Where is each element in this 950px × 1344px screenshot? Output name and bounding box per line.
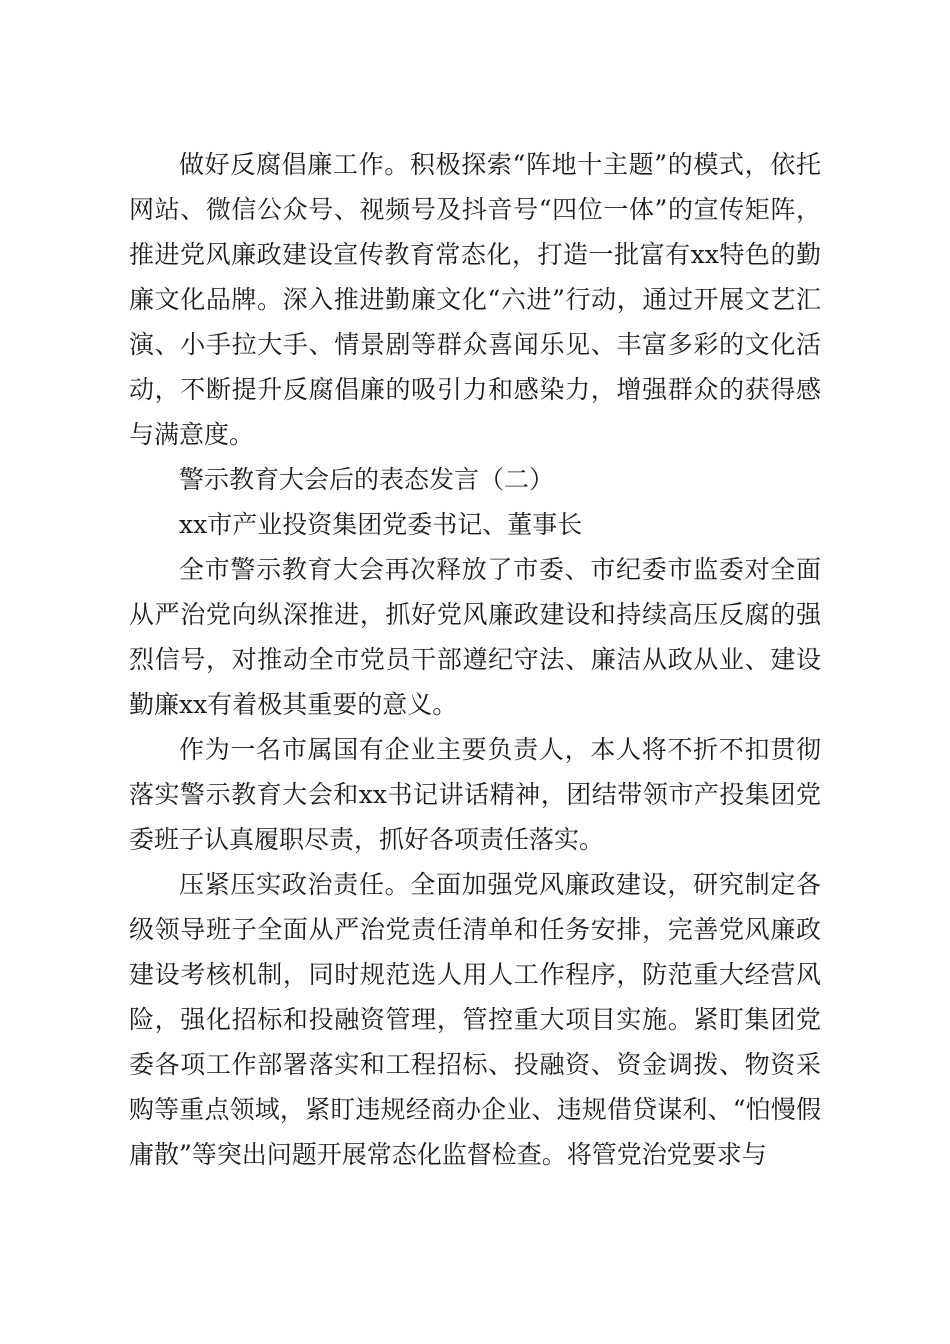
speaker-title: xx市产业投资集团党委书记、董事长 <box>179 510 583 539</box>
speech-title: 警示教育大会后的表态发言（二） <box>179 465 555 494</box>
paragraph-conference-significance: 全市警示教育大会再次释放了市委、市纪委市监委对全面从严治党向纵深推进，抓好党风廉政建设和持续高压反腐的强烈信号，对推动全市党员干部遵纪守法、廉洁从政从业、建设勤廉xx有着极其重要的意义。 <box>129 555 821 719</box>
paragraph-commitment: 作为一名市属国有企业主要负责人，本人将不折不扣贯彻落实警示教育大会和xx书记讲话精神，团结带领市产投集团党委班子认真履职尽责，抓好各项责任落实。 <box>129 735 821 854</box>
paragraph-political-responsibility: 压紧压实政治责任。全面加强党风廉政建设，研究制定各级领导班子全面从严治党责任清单和任务安排，完善党风廉政建设考核机制，同时规范选人用人工作程序，防范重大经营风险，强化招标和投融资管理，管控重大项目实施。紧盯集团党委各项工作部署落实和工程招标、投融资、资金调拨、物资采购等重点领域，紧盯违规经商办企业、违规借贷谋利、“怕慢假庸散”等突出问题开展常态化监督检查。将管党治党要求与 <box>129 870 821 1169</box>
paragraph-anti-corruption-work: 做好反腐倡廉工作。积极探索“阵地十主题”的模式，依托网站、微信公众号、视频号及抖音号“四位一体”的宣传矩阵，推进党风廉政建设宣传教育常态化，打造一批富有xx特色的勤廉文化品牌。深入推进勤廉文化“六进”行动，通过开展文艺汇演、小手拉大手、情景剧等群众喜闻乐见、丰富多彩的文化活动，不断提升反腐倡廉的吸引力和感染力，增强群众的获得感与满意度。 <box>129 150 821 449</box>
document-body <box>129 142 821 1177</box>
